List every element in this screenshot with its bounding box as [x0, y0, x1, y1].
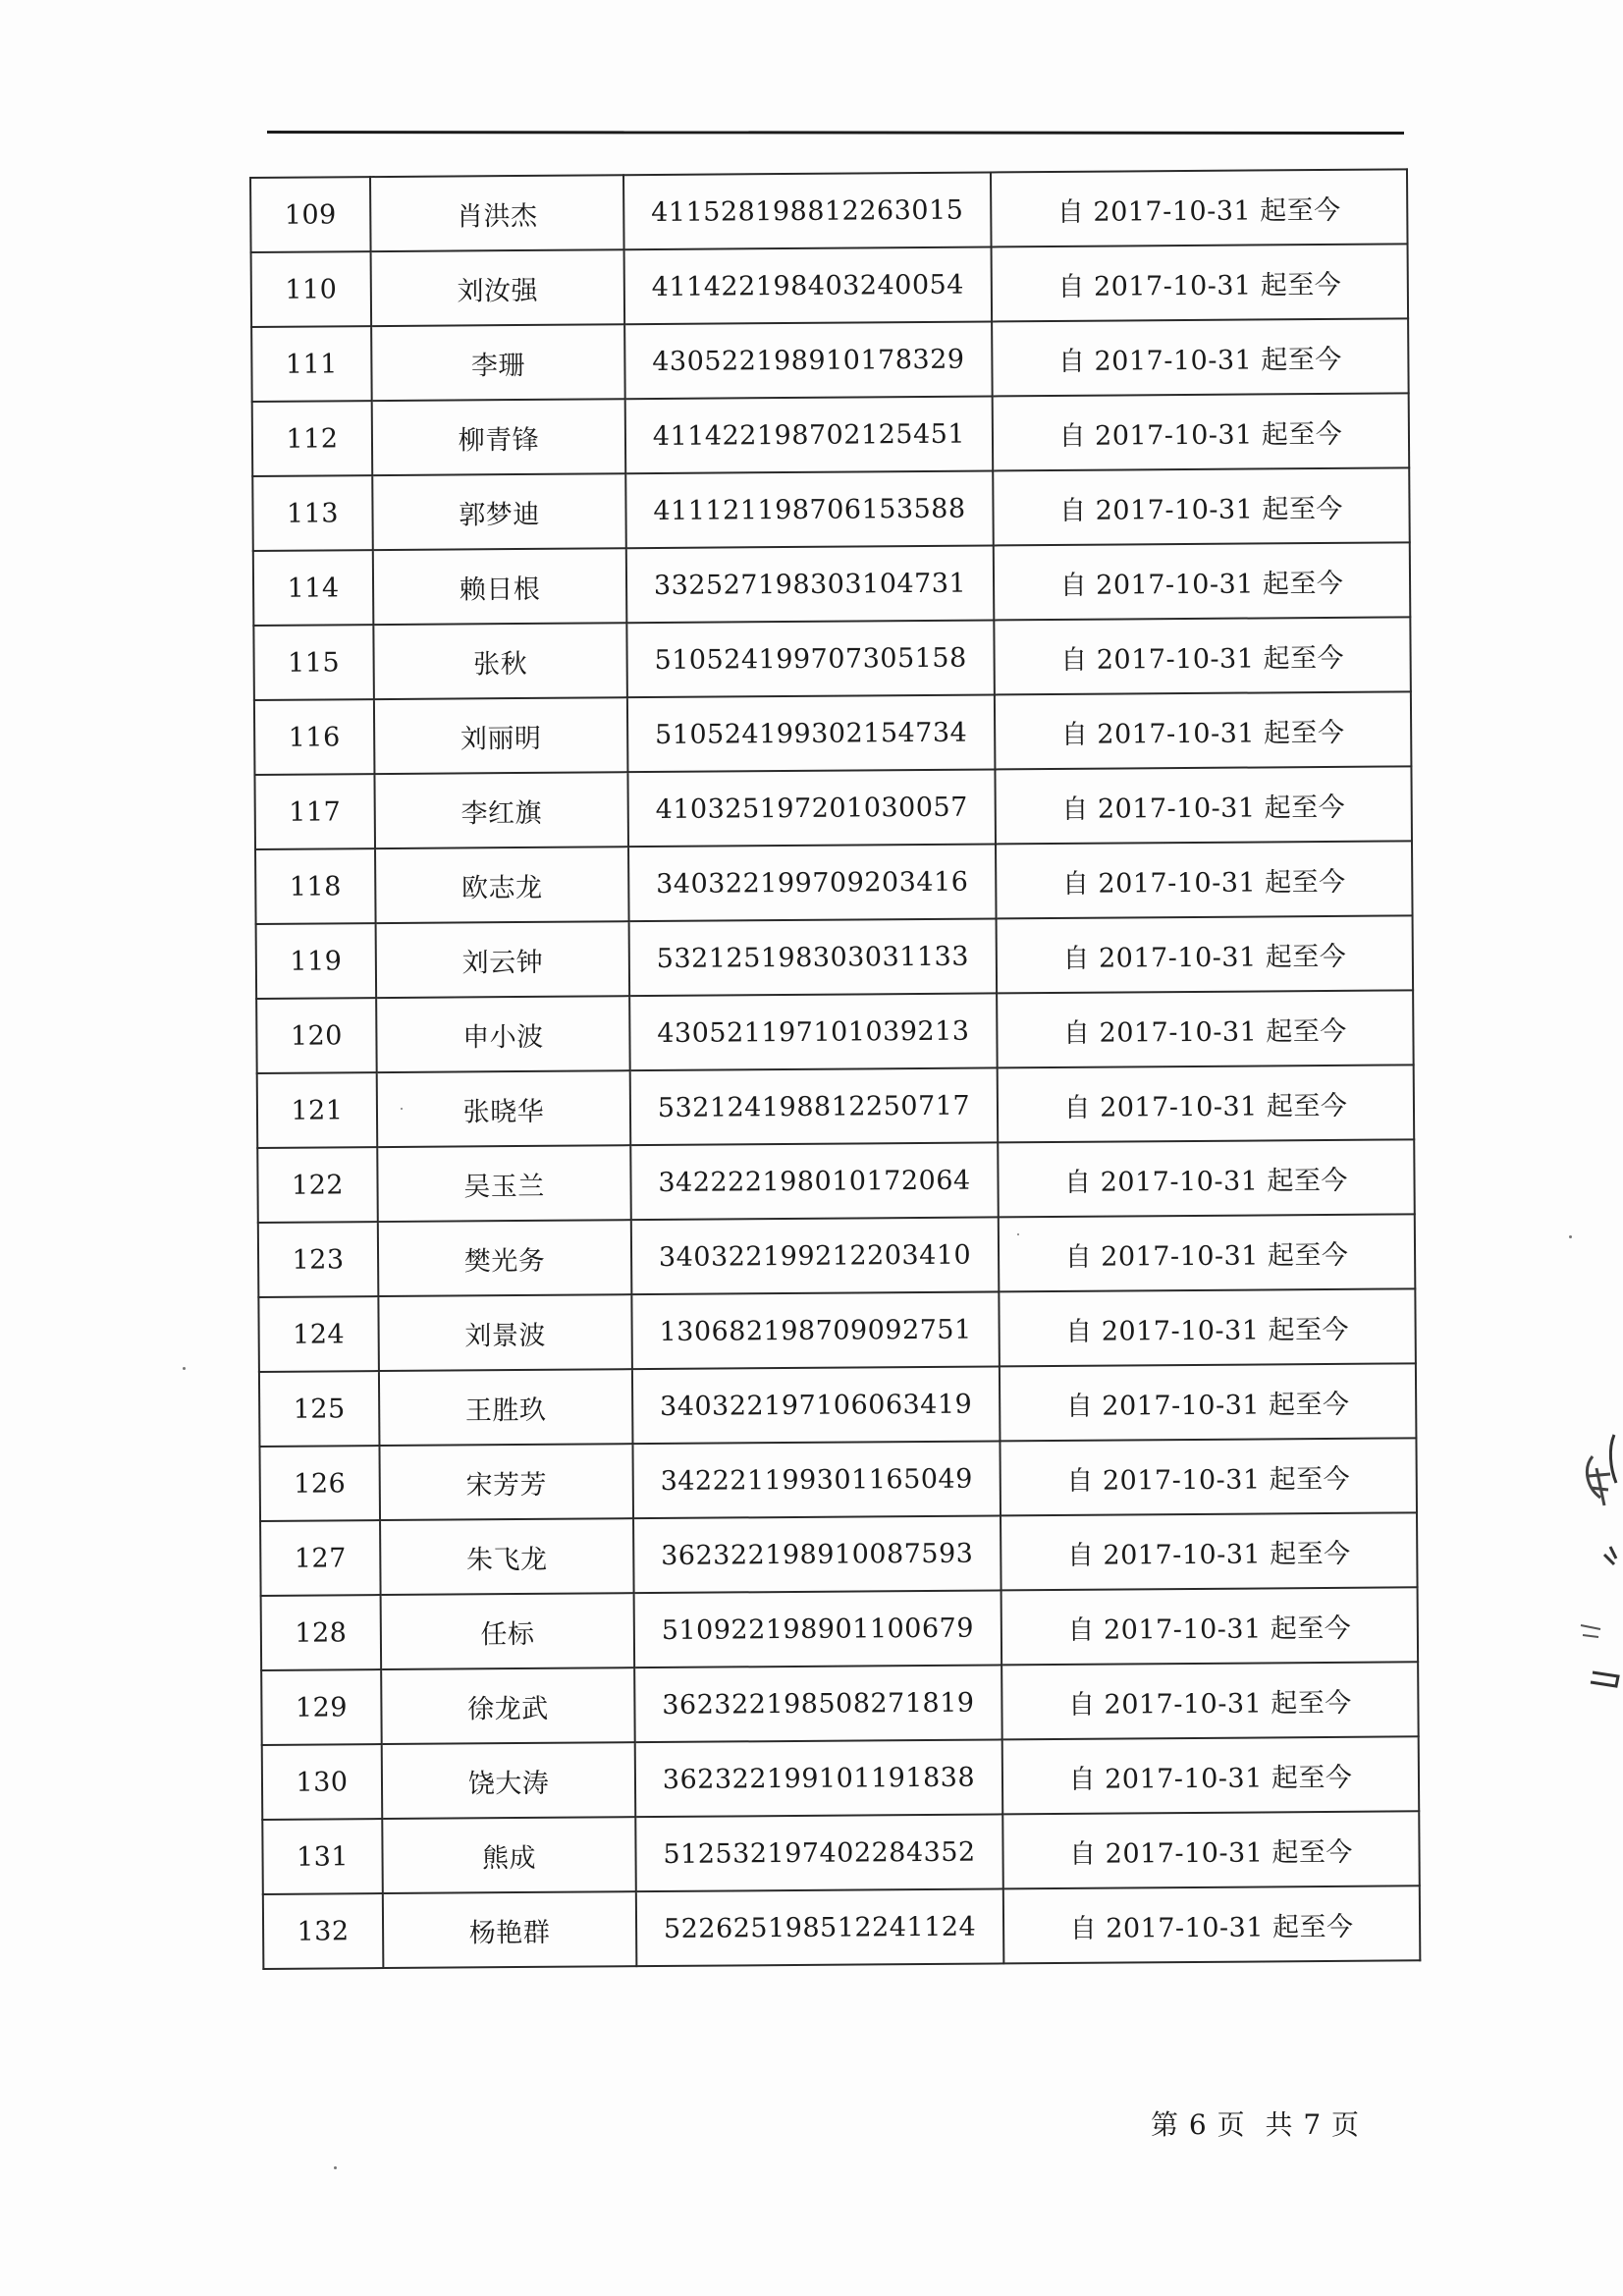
period-cell: 自 2017-10-31 起至今	[993, 393, 1410, 470]
name-cell: 柳青锋	[372, 399, 626, 475]
id-number-cell: 340322199709203416	[628, 844, 997, 921]
period-cell: 自 2017-10-31 起至今	[996, 841, 1413, 918]
name-cell: 郭梦迪	[372, 473, 626, 550]
id-number-cell: 411422198702125451	[625, 396, 994, 473]
roster-table-body	[250, 169, 1420, 1969]
id-number-cell: 532124198812250717	[630, 1067, 999, 1145]
name-cell: 李红旗	[374, 772, 628, 848]
table-row	[254, 766, 1412, 849]
period-cell: 自 2017-10-31 起至今	[1000, 1438, 1417, 1515]
row-number-cell: 131	[262, 1819, 383, 1894]
table-row	[258, 1288, 1416, 1372]
row-number-cell: 114	[253, 550, 374, 626]
row-number-cell: 120	[256, 998, 377, 1073]
period-cell: 自 2017-10-31 起至今	[997, 990, 1414, 1067]
table-row	[261, 1662, 1419, 1745]
id-number-cell: 510524199302154734	[627, 694, 996, 772]
id-number-cell: 430521197101039213	[629, 993, 998, 1070]
roster-table-wrapper	[249, 168, 1411, 1970]
header-rule	[267, 131, 1404, 135]
period-cell: 自 2017-10-31 起至今	[1000, 1363, 1417, 1441]
id-number-cell: 410325197201030057	[627, 769, 996, 847]
total-pages-label: 共 7 页	[1265, 2108, 1361, 2141]
id-number-cell: 342222198010172064	[630, 1142, 999, 1220]
id-number-cell: 510524199707305158	[626, 620, 995, 697]
table-row	[255, 841, 1413, 924]
table-row	[257, 1139, 1415, 1223]
row-number-cell: 121	[257, 1072, 378, 1148]
period-cell: 自 2017-10-31 起至今	[1001, 1512, 1418, 1590]
row-number-cell: 125	[259, 1371, 380, 1447]
row-number-cell: 116	[254, 699, 375, 775]
name-cell: 刘丽明	[374, 697, 628, 774]
table-row	[258, 1214, 1416, 1297]
row-number-cell: 112	[252, 401, 373, 476]
row-number-cell: 110	[251, 251, 372, 327]
seal-stamp-fragment-icon	[1571, 1429, 1620, 1753]
name-cell: 宋芳芳	[379, 1444, 633, 1520]
row-number-cell: 113	[252, 475, 373, 551]
table-row	[262, 1736, 1420, 1820]
row-number-cell: 127	[260, 1520, 381, 1596]
period-cell: 自 2017-10-31 起至今	[992, 244, 1409, 321]
id-number-cell: 411121198706153588	[625, 470, 994, 548]
row-number-cell: 118	[255, 848, 376, 924]
table-row	[251, 244, 1409, 327]
period-cell: 自 2017-10-31 起至今	[995, 766, 1412, 844]
name-cell: 徐龙武	[381, 1667, 635, 1744]
period-cell: 自 2017-10-31 起至今	[1003, 1886, 1421, 1963]
id-number-cell: 532125198303031133	[629, 918, 998, 996]
scan-speck	[1569, 1235, 1572, 1238]
table-row	[263, 1886, 1421, 1969]
id-number-cell: 362322199101191838	[635, 1739, 1003, 1817]
id-number-cell: 411422198403240054	[624, 246, 993, 324]
name-cell: 樊光务	[378, 1220, 632, 1296]
table-row	[259, 1438, 1417, 1521]
name-cell: 朱飞龙	[380, 1518, 634, 1595]
name-cell: 李珊	[371, 324, 625, 401]
period-cell: 自 2017-10-31 起至今	[992, 318, 1409, 396]
period-cell: 自 2017-10-31 起至今	[1001, 1662, 1419, 1739]
page-number-footer	[1151, 2104, 1360, 2143]
row-number-cell: 132	[263, 1893, 384, 1969]
id-number-cell: 411528198812263015	[623, 172, 992, 249]
row-number-cell: 115	[253, 625, 374, 700]
id-number-cell: 332527198303104731	[626, 545, 995, 623]
row-number-cell: 130	[262, 1744, 383, 1820]
name-cell: 欧志龙	[375, 847, 629, 923]
name-cell: 刘云钟	[376, 921, 630, 998]
name-cell: 吴玉兰	[377, 1145, 631, 1222]
id-number-cell: 510922198901100679	[634, 1590, 1002, 1667]
period-cell: 自 2017-10-31 起至今	[995, 691, 1412, 769]
table-row	[252, 467, 1410, 551]
period-cell: 自 2017-10-31 起至今	[999, 1288, 1416, 1366]
table-row	[261, 1587, 1419, 1670]
row-number-cell: 123	[258, 1222, 379, 1297]
id-number-cell: 362322198508271819	[634, 1665, 1002, 1742]
row-number-cell: 129	[261, 1669, 382, 1745]
id-number-cell: 340322197106063419	[632, 1366, 1001, 1444]
id-number-cell: 362322198910087593	[633, 1515, 1001, 1593]
scan-speck	[334, 2166, 337, 2169]
name-cell: 赖日根	[373, 548, 627, 625]
current-page-label: 第 6 页	[1151, 2108, 1246, 2141]
id-number-cell: 130682198709092751	[631, 1291, 1000, 1369]
period-cell: 自 2017-10-31 起至今	[998, 1065, 1415, 1142]
period-cell: 自 2017-10-31 起至今	[1001, 1587, 1419, 1665]
period-cell: 自 2017-10-31 起至今	[994, 542, 1411, 620]
table-row	[256, 990, 1414, 1073]
table-row	[253, 542, 1411, 626]
row-number-cell: 111	[251, 326, 372, 402]
id-number-cell: 512532197402284352	[635, 1814, 1003, 1891]
table-row	[256, 915, 1414, 999]
roster-table	[249, 168, 1421, 1970]
name-cell: 肖洪杰	[370, 175, 624, 251]
table-row	[253, 617, 1411, 700]
period-cell: 自 2017-10-31 起至今	[998, 1139, 1415, 1217]
scan-speck	[401, 1108, 403, 1110]
name-cell: 张秋	[373, 623, 627, 699]
row-number-cell: 126	[259, 1446, 380, 1521]
id-number-cell: 340322199212203410	[631, 1217, 1000, 1294]
name-cell: 王胜玖	[379, 1369, 633, 1446]
table-row	[257, 1065, 1415, 1148]
name-cell: 任标	[381, 1593, 635, 1669]
table-row	[250, 169, 1408, 252]
id-number-cell: 342221199301165049	[632, 1441, 1001, 1518]
table-row	[254, 691, 1412, 775]
period-cell: 自 2017-10-31 起至今	[999, 1214, 1416, 1291]
row-number-cell: 119	[256, 923, 377, 999]
table-row	[262, 1811, 1420, 1894]
id-number-cell: 522625198512241124	[636, 1888, 1004, 1966]
period-cell: 自 2017-10-31 起至今	[1002, 1811, 1420, 1888]
scan-speck	[1017, 1233, 1019, 1235]
name-cell: 张晓华	[377, 1070, 631, 1147]
row-number-cell: 122	[257, 1147, 378, 1223]
row-number-cell: 128	[261, 1595, 382, 1670]
table-row	[252, 393, 1410, 476]
name-cell: 刘景波	[378, 1294, 632, 1371]
period-cell: 自 2017-10-31 起至今	[994, 617, 1411, 694]
row-number-cell: 124	[258, 1296, 379, 1372]
name-cell: 熊成	[382, 1817, 636, 1893]
table-row	[259, 1363, 1417, 1447]
name-cell: 刘汝强	[371, 249, 625, 326]
name-cell: 杨艳群	[383, 1891, 637, 1968]
table-row	[260, 1512, 1418, 1596]
period-cell: 自 2017-10-31 起至今	[997, 915, 1414, 993]
footer-gap	[1246, 2108, 1266, 2141]
period-cell: 自 2017-10-31 起至今	[1002, 1736, 1420, 1814]
table-row	[251, 318, 1409, 402]
period-cell: 自 2017-10-31 起至今	[991, 169, 1408, 246]
name-cell: 申小波	[376, 996, 630, 1072]
scan-speck	[183, 1367, 186, 1370]
id-number-cell: 430522198910178329	[624, 321, 993, 399]
name-cell: 饶大涛	[382, 1742, 636, 1819]
row-number-cell: 109	[250, 177, 371, 252]
row-number-cell: 117	[254, 774, 375, 849]
period-cell: 自 2017-10-31 起至今	[993, 467, 1410, 545]
